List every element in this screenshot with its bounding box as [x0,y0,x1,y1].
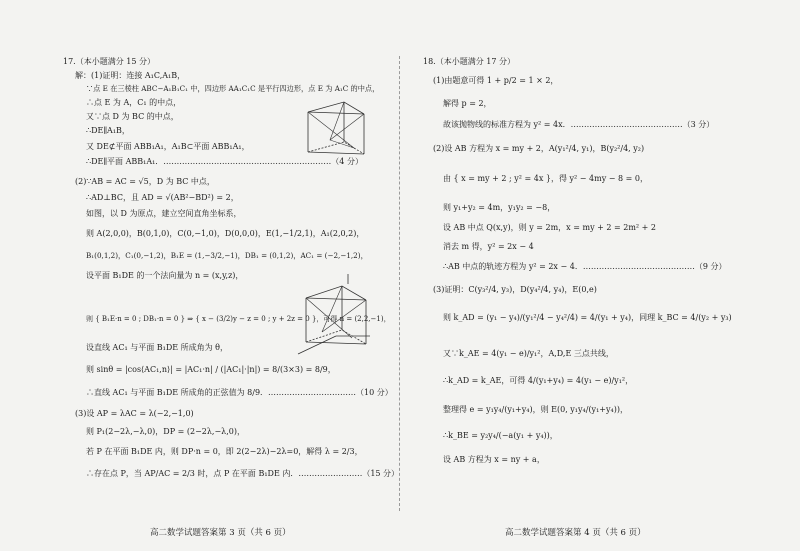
right-page [400,0,800,551]
solution-line: ∴存在点 P，当 AP/AC = 2/3 时，点 P 在平面 B₁DE 内．……………………（15 分） [86,469,400,478]
solution-line: ∴DE∥A₁B， [86,126,130,135]
solution-line: (2)设 AB 方程为 x = my + 2，A(y₁²/4, y₁)，B(y₂²/4, y₂) [433,144,645,153]
solution-line: 则 sinθ = |cos⟨AC₁,n⟩| = |AC₁·n| / (|AC₁|·|n|) = 8/(3×3) = 8/9， [86,365,336,374]
solution-line: 则 A(2,0,0)，B(0,1,0)，C(0,−1,0)，D(0,0,0)，E(1,−1/2,1)，A₁(2,0,2)， [86,229,365,238]
solution-line: 如图，以 D 为原点，建立空间直角坐标系， [86,209,242,218]
solution-line: 解得 p = 2， [443,99,492,108]
solution-line: (3)证明：C(y₃²/4, y₃)，D(y₄²/4, y₄)，E(0,e) [433,285,597,294]
solution-line: ∵点 E 在三棱柱 ABC−A₁B₁C₁ 中，四边形 AA₁C₁C 是平行四边形，点 E 为 A₁C 的中点， [86,84,380,93]
solution-line: 则 y₁+y₂ = 4m，y₁y₂ = −8， [443,203,556,212]
solution-line: ∴点 E 为 A，C₁ 的中点， [86,98,182,107]
solution-line: ∴AD⊥BC，且 AD = √(AB²−BD²) = 2， [86,193,239,202]
prism-figure [300,96,370,162]
solution-line: B₁(0,1,2)，C₁(0,−1,2)，B₁E = (1,−3/2,−1)，DB₁ = (0,1,2)，AC₁ = (−2,−1,2)， [86,251,368,260]
page-footer-left: 高二数学试题答案第 3 页（共 6 页） [150,528,291,538]
solution-line: 则 { B₁E·n = 0 ; DB₁·n = 0 } ⇒ { x − (3/2)y − z = 0 ; y + 2z = 0 }，可得 n = (2,2,−1)， [86,315,391,323]
solution-line: 故该抛物线的标准方程为 y² = 4x．……………………………………（3 分） [443,120,715,129]
solution-line: ∴AB 中点的轨迹方程为 y² = 2x − 4．……………………………………（9 分） [443,262,727,271]
solution-line: 解：(1)证明：连接 A₁C,A₁B， [75,71,186,80]
solution-line: 则 k_AD = (y₁ − y₄)/(y₁²/4 − y₄²/4) = 4/(y₁ + y₄)，同理 k_BC = 4/(y₂ + y₃) [443,313,732,322]
solution-line: (1)由题意可得 1 + p/2 = 1 × 2， [433,76,559,85]
solution-line: 又 DE⊄平面 ABB₁A₁，A₁B⊂平面 ABB₁A₁， [86,142,250,151]
page-footer-right: 高二数学试题答案第 4 页（共 6 页） [505,528,646,538]
solution-line: ∴直线 AC₁ 与平面 B₁DE 所成角的正弦值为 8/9．……………………………（10 分） [86,388,393,397]
solution-line: 设 AB 中点 Q(x,y)，则 y = 2m，x = my + 2 = 2m² + 2 [443,223,657,232]
solution-line: ∴DE∥平面 ABB₁A₁．………………………………………………………（4 分） [86,157,363,166]
solution-line: 则 P₁(2−2λ,−λ,0)，DP = (2−2λ,−λ,0)， [86,427,246,436]
solution-line: ∴k_BE = y₂y₄/(−a(y₁ + y₄))， [443,431,558,440]
solution-line: (2)∵AB = AC = √5，D 为 BC 中点， [75,177,215,186]
solution-line: 又∵k_AE = 4(y₁ − e)/y₁²，A,D,E 三点共线， [443,349,614,358]
solution-line: 又∵点 D 为 BC 的中点， [86,112,179,121]
solution-line: 设 AB 方程为 x = ny + a， [443,455,545,464]
solution-line: 消去 m 得，y² = 2x − 4 [443,242,534,251]
solution-line: 整理得 e = y₁y₄/(y₁+y₄)，则 E(0, y₁y₄/(y₁+y₄))， [443,405,628,414]
solution-line: 设直线 AC₁ 与平面 B₁DE 所成角为 θ， [86,343,228,352]
problem-18-header: 18.（本小题满分 17 分） [423,57,515,66]
problem-17-header: 17.（本小题满分 15 分） [63,57,155,66]
solution-line: 若 P 在平面 B₁DE 内，则 DP·n = 0，即 2(2−2λ)−2λ=0，解得 λ = 2/3， [86,447,363,456]
solution-line: (3)设 AP = λAC = λ(−2,−1,0) [75,409,194,418]
solution-line: 设平面 B₁DE 的一个法向量为 n = (x,y,z)， [86,271,244,280]
solution-line: 由 { x = my + 2 ; y² = 4x }，得 y² − 4my − 8 = 0， [443,174,649,183]
solution-line: ∴k_AD = k_AE，可得 4/(y₁+y₄) = 4(y₁ − e)/y₁²， [443,376,634,385]
coordinate-prism-figure [292,272,372,362]
